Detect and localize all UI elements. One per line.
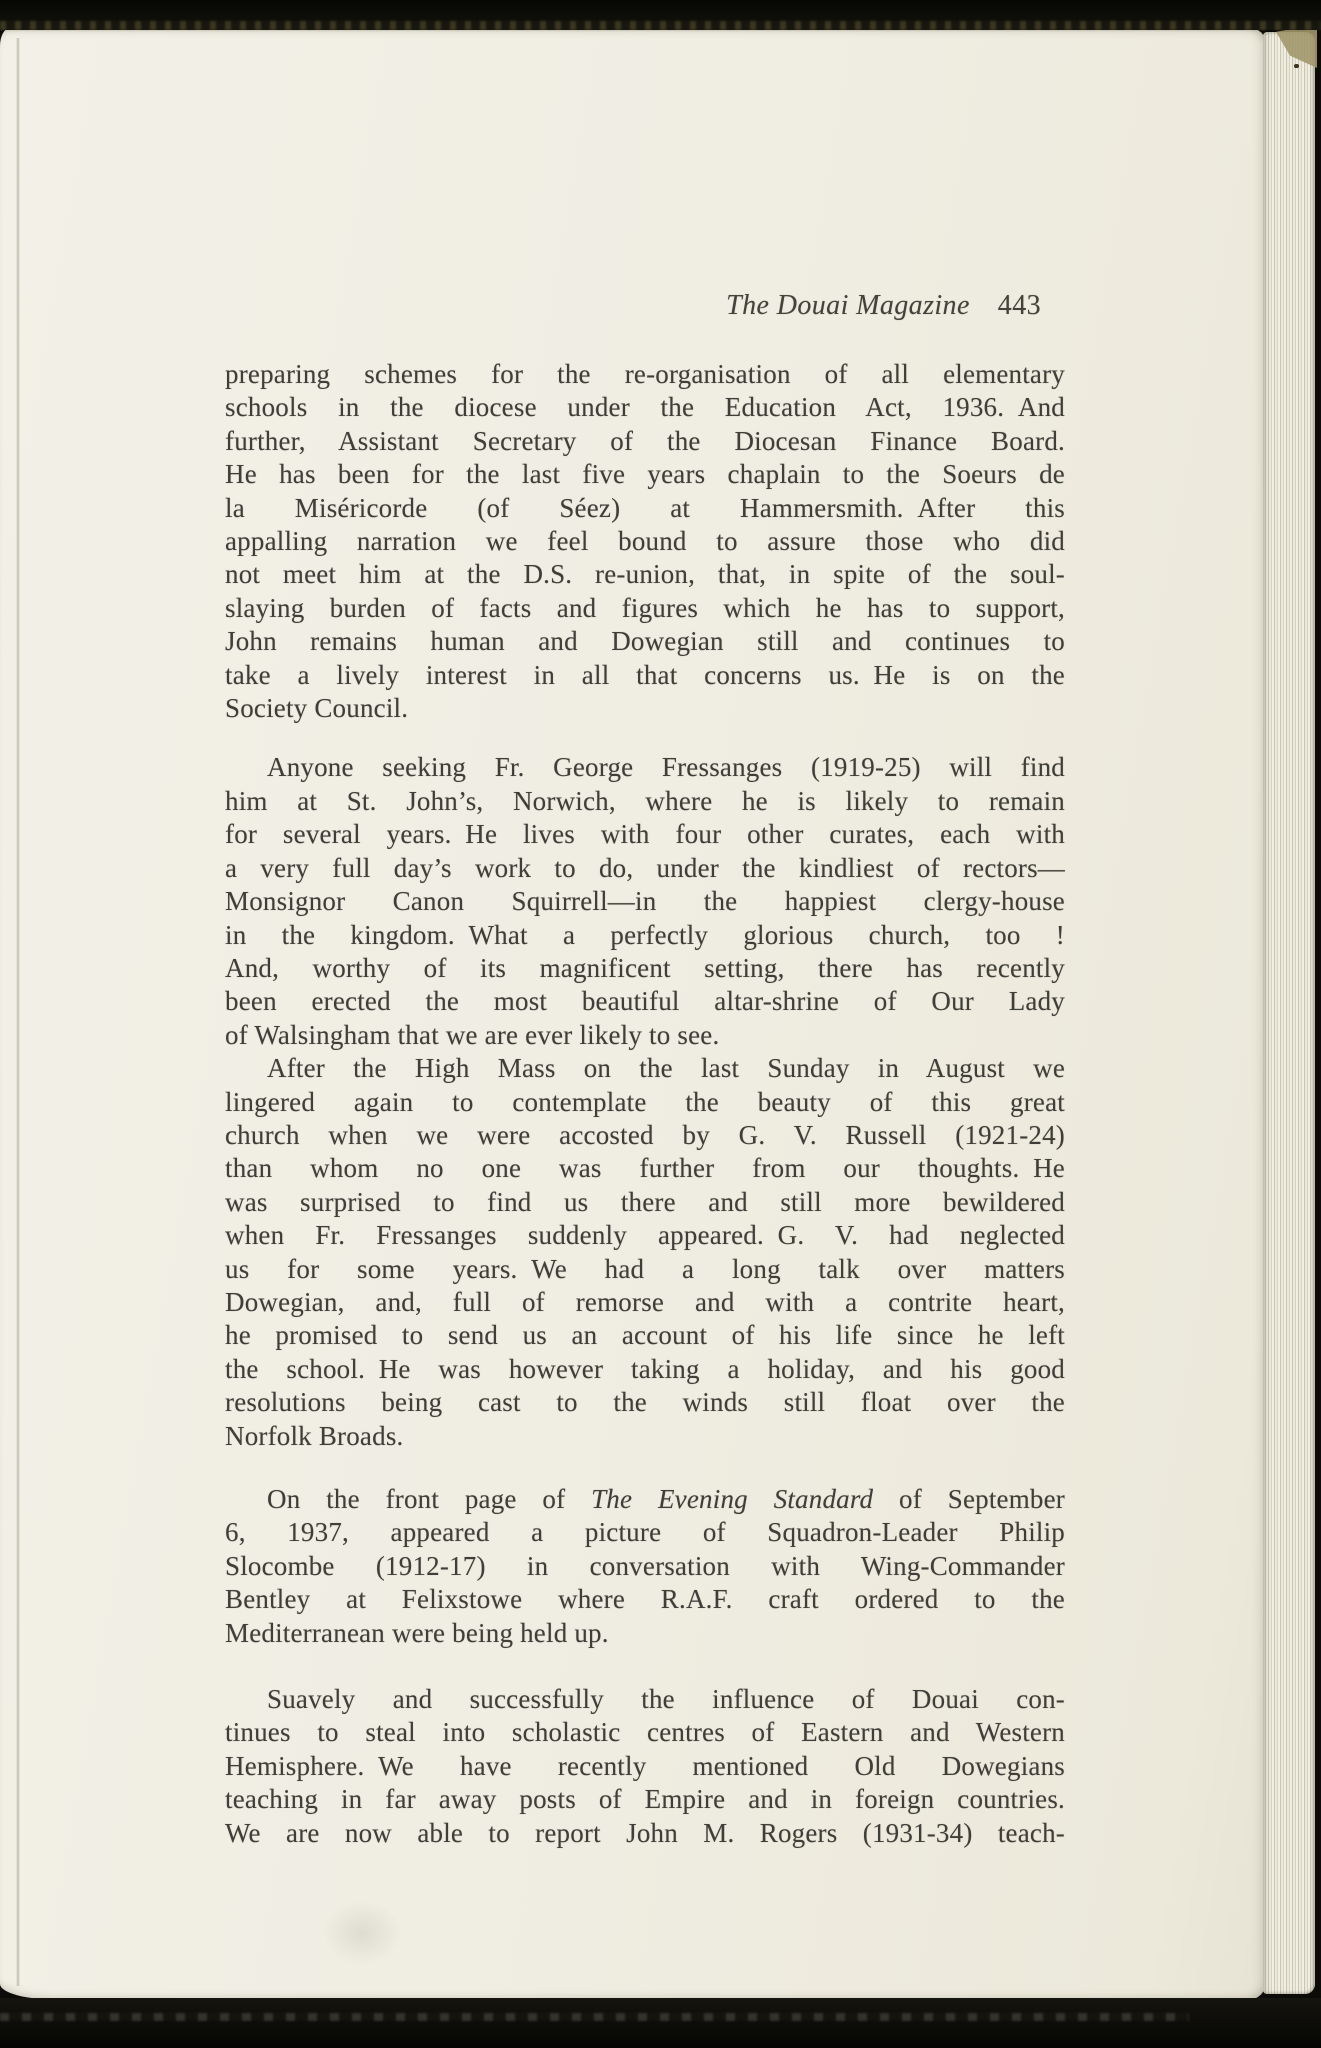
running-head <box>225 290 1065 322</box>
text-line: a very full day’s work to do, under the kindliest of rectors— <box>225 852 1065 883</box>
text-line: in the kingdom. What a perfectly glorious church, too ! <box>225 919 1065 950</box>
text-line: Suavely and successfully the influence of Douai con- <box>267 1684 1065 1715</box>
text-line: teaching in far away posts of Empire and in foreign countries. <box>225 1784 1065 1815</box>
paragraph <box>225 1052 1065 1453</box>
page-number: 443 <box>997 290 1041 321</box>
text-line: him at St. John’s, Norwich, where he is likely to remain <box>225 785 1065 816</box>
paper-stain <box>322 1900 402 1966</box>
text-line: preparing schemes for the re-organisation of all elementary <box>225 359 1065 389</box>
text-block <box>225 358 1065 1850</box>
text-line: than whom no one was further from our thoughts. He <box>225 1153 1065 1184</box>
paragraph <box>225 1483 1065 1650</box>
text-line: for several years. He lives with four other curates, each with <box>225 819 1065 850</box>
text-line: us for some years. We had a long talk over matters <box>225 1253 1065 1284</box>
page-stack-fore-edge <box>1263 32 1315 1994</box>
text-line: Society Council. <box>225 693 409 724</box>
text-line: was surprised to find us there and still more bewildered <box>225 1186 1065 1217</box>
text-line: We are now able to report John M. Rogers (1931-34) teach- <box>225 1817 1065 1848</box>
book-cover-top-edge <box>0 0 1321 30</box>
text-line: lingered again to contemplate the beauty of this great <box>225 1086 1065 1117</box>
text-line: the school. He was however taking a holiday, and his good <box>225 1353 1065 1384</box>
paragraph <box>225 358 1065 725</box>
text-line: not meet him at the D.S. re-union, that, in spite of the soul- <box>225 559 1065 590</box>
text-line: slaying burden of facts and figures which he has to support, <box>225 592 1065 623</box>
text-line: appalling narration we feel bound to assure those who did <box>225 526 1065 557</box>
paragraph <box>225 1683 1065 1850</box>
paragraph <box>225 751 1065 1052</box>
text-line: Norfolk Broads. <box>225 1420 404 1451</box>
text-line: He has been for the last five years chaplain to the Soeurs de <box>225 459 1065 490</box>
text-line: further, Assistant Secretary of the Diocesan Finance Board. <box>225 425 1065 456</box>
text-line: been erected the most beautiful altar-shrine of Our Lady <box>225 986 1065 1017</box>
text-line: Bentley at Felixstowe where R.A.F. craft ordered to the <box>225 1584 1065 1615</box>
text-line: tinues to steal into scholastic centres of Eastern and Western <box>225 1717 1065 1748</box>
text-line: Mediterranean were being held up. <box>225 1617 609 1648</box>
text-line: John remains human and Dowegian still and continues to <box>225 626 1065 657</box>
text-line: take a lively interest in all that concerns us. He is on the <box>225 659 1065 690</box>
text-line: Monsignor Canon Squirrell—in the happiest clergy-house <box>225 886 1065 917</box>
text-line: 6, 1937, appeared a picture of Squadron-Leader Philip <box>225 1517 1065 1548</box>
page-gutter-crease <box>16 38 20 1986</box>
text-line: Slocombe (1912-17) in conversation with Wing-Commander <box>225 1550 1065 1581</box>
text-line: church when we were accosted by G. V. Russell (1921-24) <box>225 1119 1065 1150</box>
text-line: After the High Mass on the last Sunday in August we <box>267 1053 1065 1084</box>
fore-edge-speck <box>1294 64 1299 68</box>
book-page <box>0 28 1266 2000</box>
text-line: resolutions being cast to the winds still float over the <box>225 1387 1065 1418</box>
text-line: he promised to send us an account of his life since he left <box>225 1320 1065 1351</box>
text-line: when Fr. Fressanges suddenly appeared. G. V. had neglected <box>225 1220 1065 1251</box>
text-line: Anyone seeking Fr. George Fressanges (1919-25) will find <box>267 752 1065 783</box>
book-cover-bottom-edge <box>0 1998 1321 2048</box>
text-line: Dowegian, and, full of remorse and with a contrite heart, <box>225 1286 1065 1317</box>
text-line: Hemisphere. We have recently mentioned Old Dowegians <box>225 1750 1065 1781</box>
text-line: On the front page of The Evening Standard of September <box>267 1484 1065 1514</box>
text-line: And, worthy of its magnificent setting, there has recently <box>225 952 1065 983</box>
text-line: la Miséricorde (of Séez) at Hammersmith. After this <box>225 492 1065 523</box>
text-line: schools in the diocese under the Education Act, 1936. And <box>225 392 1065 423</box>
magazine-title: The Douai Magazine <box>726 290 970 321</box>
text-line: of Walsingham that we are ever likely to see. <box>225 1019 720 1050</box>
